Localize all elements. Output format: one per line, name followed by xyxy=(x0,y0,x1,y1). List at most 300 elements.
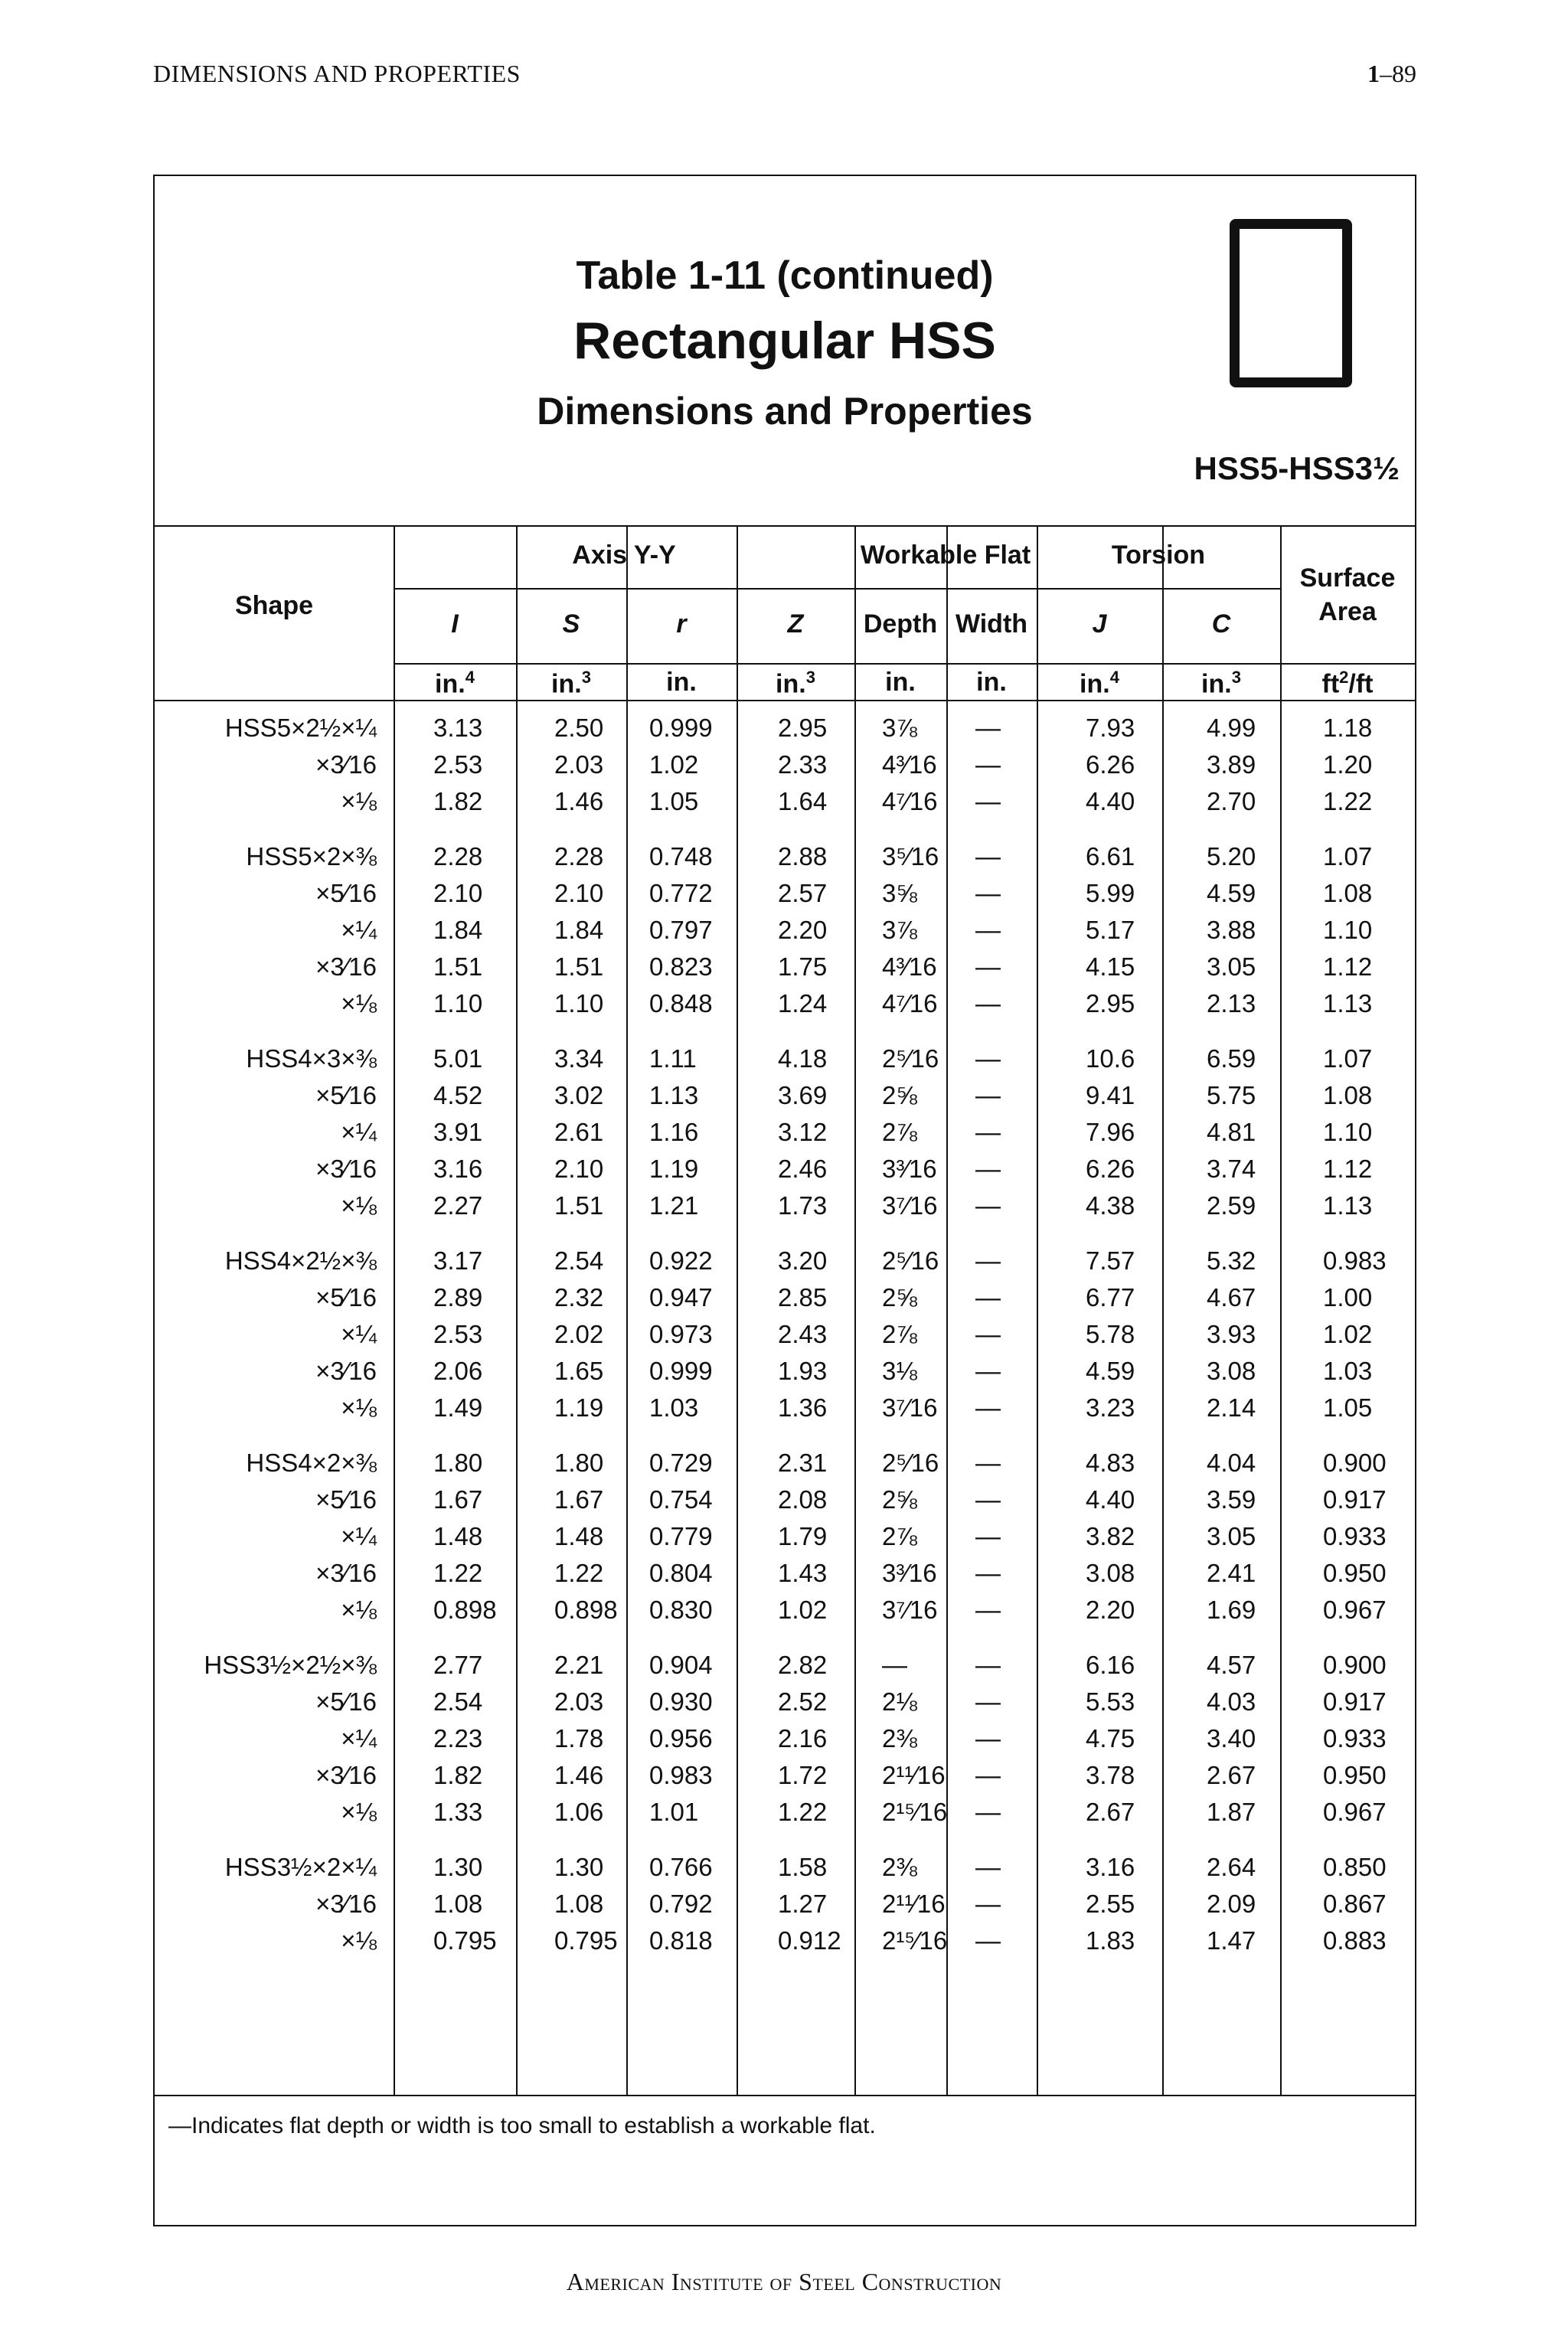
unit-label: in. xyxy=(885,668,916,697)
page-number-chapter: 1 xyxy=(1367,60,1380,87)
table-cell: 2.14 xyxy=(1207,1393,1256,1422)
column-header: Z xyxy=(787,609,804,639)
table-cell: 3.05 xyxy=(1207,952,1256,981)
table-cell: 1.48 xyxy=(554,1522,604,1550)
table-cell: 2.06 xyxy=(433,1357,483,1385)
table-cell: — xyxy=(975,714,1001,742)
table-cell: 0.904 xyxy=(649,1651,713,1679)
table-cell: 0.850 xyxy=(1323,1853,1387,1881)
table-cell: 5.78 xyxy=(1086,1320,1135,1348)
table-cell: 2.28 xyxy=(554,842,604,871)
shape-designation: ×¼ xyxy=(341,1522,377,1550)
table-cell: 1.19 xyxy=(554,1393,604,1422)
table-cell: 1.03 xyxy=(1323,1357,1373,1385)
table-cell: 5.53 xyxy=(1086,1687,1135,1716)
table-cell: 2.50 xyxy=(554,714,604,742)
table-cell: 2.61 xyxy=(554,1118,604,1146)
shape-designation: ×3⁄16 xyxy=(315,750,377,779)
table-cell: 3.05 xyxy=(1207,1522,1256,1550)
table-frame xyxy=(153,175,1416,2226)
table-cell: 0.830 xyxy=(649,1596,713,1624)
shape-designation: ×¼ xyxy=(341,916,377,944)
table-cell: — xyxy=(975,1118,1001,1146)
table-cell: 1.13 xyxy=(649,1081,699,1109)
table-cell: — xyxy=(975,1798,1001,1826)
table-cell: 1.08 xyxy=(1323,1081,1373,1109)
table-cell: 3⅝ xyxy=(882,879,917,907)
table-cell: 0.922 xyxy=(649,1246,713,1275)
table-cell: 1.64 xyxy=(778,787,828,815)
table-cell: 1.07 xyxy=(1323,842,1373,871)
table-cell: 1.87 xyxy=(1207,1798,1256,1826)
table-cell: 10.6 xyxy=(1086,1044,1135,1073)
column-header: I xyxy=(451,609,459,639)
table-cell: 4.04 xyxy=(1207,1449,1256,1477)
table-cell: 2⁵⁄16 xyxy=(882,1449,939,1477)
table-cell: 6.16 xyxy=(1086,1651,1135,1679)
table-cell: 3.16 xyxy=(1086,1853,1135,1881)
table-cell: 2.03 xyxy=(554,1687,604,1716)
table-cell: 0.930 xyxy=(649,1687,713,1716)
table-cell: — xyxy=(975,1485,1001,1514)
table-cell: 0.950 xyxy=(1323,1559,1387,1587)
table-cell: 4.38 xyxy=(1086,1191,1135,1220)
table-cell: 0.792 xyxy=(649,1890,713,1918)
table-cell: 1.51 xyxy=(554,952,604,981)
rectangular-hss-icon xyxy=(1230,219,1352,387)
table-cell: 1.51 xyxy=(554,1191,604,1220)
table-cell: 0.795 xyxy=(554,1926,618,1955)
table-cell: 0.917 xyxy=(1323,1485,1387,1514)
table-cell: — xyxy=(975,750,1001,779)
column-header: C xyxy=(1211,609,1231,639)
table-cell: — xyxy=(975,1853,1001,1881)
table-cell: 1.03 xyxy=(649,1393,699,1422)
table-cell: 1.18 xyxy=(1323,714,1373,742)
table-cell: 3.89 xyxy=(1207,750,1256,779)
table-cell: — xyxy=(975,1283,1001,1312)
table-cell: 1.07 xyxy=(1323,1044,1373,1073)
table-cell: 4⁷⁄16 xyxy=(882,989,938,1018)
table-cell: 2⅞ xyxy=(882,1118,917,1146)
table-cell: 1.10 xyxy=(1323,1118,1373,1146)
table-cell: 6.26 xyxy=(1086,750,1135,779)
table-cell: 1.82 xyxy=(433,787,483,815)
table-cell: 2.21 xyxy=(554,1651,604,1679)
table-cell: 0.933 xyxy=(1323,1724,1387,1753)
table-cell: — xyxy=(975,1651,1001,1679)
unit-label: in. xyxy=(976,668,1007,697)
table-cell: 1.22 xyxy=(778,1798,828,1826)
table-cell: 1.30 xyxy=(433,1853,483,1881)
table-cell: — xyxy=(975,1155,1001,1183)
table-cell: 3.88 xyxy=(1207,916,1256,944)
table-cell: 1.67 xyxy=(554,1485,604,1514)
table-cell: 2.28 xyxy=(433,842,483,871)
table-cell: 2.52 xyxy=(778,1687,828,1716)
table-cell: 2.03 xyxy=(554,750,604,779)
table-cell: 0.912 xyxy=(778,1926,841,1955)
table-cell: 1.80 xyxy=(433,1449,483,1477)
header-torsion: Torsion xyxy=(1111,541,1206,570)
table-cell: 4.52 xyxy=(433,1081,483,1109)
table-cell: 2.10 xyxy=(554,879,604,907)
table-cell: 2.77 xyxy=(433,1651,483,1679)
table-cell: 0.797 xyxy=(649,916,713,944)
table-cell: 2.59 xyxy=(1207,1191,1256,1220)
table-cell: 1.08 xyxy=(554,1890,604,1918)
table-cell: 2.23 xyxy=(433,1724,483,1753)
table-cell: 5.99 xyxy=(1086,879,1135,907)
table-cell: 4.15 xyxy=(1086,952,1135,981)
table-cell: 1.22 xyxy=(554,1559,604,1587)
table-cell: 1.93 xyxy=(778,1357,828,1385)
table-cell: 2.85 xyxy=(778,1283,828,1312)
table-cell: 2.53 xyxy=(433,750,483,779)
table-cell: 2.09 xyxy=(1207,1890,1256,1918)
table-cell: 3⁷⁄16 xyxy=(882,1393,938,1422)
table-cell: — xyxy=(975,1357,1001,1385)
shape-designation: ×⅛ xyxy=(341,1393,377,1422)
shape-designation: HSS5×2×⅜ xyxy=(246,842,377,871)
table-cell: 4.03 xyxy=(1207,1687,1256,1716)
table-cell: 4.59 xyxy=(1207,879,1256,907)
table-cell: 1.22 xyxy=(433,1559,483,1587)
table-cell: 2.43 xyxy=(778,1320,828,1348)
table-cell: — xyxy=(975,842,1001,871)
table-cell: 2⅞ xyxy=(882,1522,917,1550)
running-head-title: DIMENSIONS AND PROPERTIES xyxy=(153,60,521,87)
table-cell: 1.02 xyxy=(649,750,699,779)
table-cell: 2⅝ xyxy=(882,1485,917,1514)
publisher-footer: American Institute of Steel Construction xyxy=(566,2268,1002,2295)
table-cell: 1.49 xyxy=(433,1393,483,1422)
table-cell: 1.69 xyxy=(1207,1596,1256,1624)
table-cell: 1.20 xyxy=(1323,750,1373,779)
table-cell: 3⅛ xyxy=(882,1357,917,1385)
table-cell: 1.02 xyxy=(1323,1320,1373,1348)
table-cell: 0.766 xyxy=(649,1853,713,1881)
table-cell: 2.16 xyxy=(778,1724,828,1753)
table-cell: — xyxy=(975,1761,1001,1789)
shape-designation: HSS5×2½×¼ xyxy=(224,714,377,742)
table-cell: 1.83 xyxy=(1086,1926,1135,1955)
table-cell: 1.16 xyxy=(649,1118,699,1146)
header-area: Area xyxy=(1318,597,1377,626)
torsion-group-rule xyxy=(1037,588,1280,590)
column-header: J xyxy=(1092,609,1107,639)
table-cell: 0.947 xyxy=(649,1283,713,1312)
table-cell: 1.67 xyxy=(433,1485,483,1514)
table-cell: 1.65 xyxy=(554,1357,604,1385)
table-cell: 3⅞ xyxy=(882,714,917,742)
table-cell: 3.02 xyxy=(554,1081,604,1109)
shape-designation: ×5⁄16 xyxy=(315,1081,377,1109)
table-cell: 6.61 xyxy=(1086,842,1135,871)
header-workable-flat: Workable Flat xyxy=(860,541,1031,570)
unit-label: $ft^2/ft$ xyxy=(1321,668,1374,699)
table-cell: 2.82 xyxy=(778,1651,828,1679)
header-surface: Surface xyxy=(1299,564,1396,593)
table-cell: 4.18 xyxy=(778,1044,828,1073)
table-cell: 4.57 xyxy=(1207,1651,1256,1679)
table-cell: 4.67 xyxy=(1207,1283,1256,1312)
shape-designation: ×5⁄16 xyxy=(315,1283,377,1312)
table-cell: 5.17 xyxy=(1086,916,1135,944)
table-cell: 2⅝ xyxy=(882,1081,917,1109)
flat-group-rule xyxy=(854,588,1037,590)
table-cell: 2.20 xyxy=(1086,1596,1135,1624)
column-header: S xyxy=(562,609,580,639)
shape-designation: ×3⁄16 xyxy=(315,1155,377,1183)
table-cell: 3³⁄16 xyxy=(882,1559,937,1587)
table-cell: 1.48 xyxy=(433,1522,483,1550)
table-cell: 1.80 xyxy=(554,1449,604,1477)
table-cell: 4.40 xyxy=(1086,787,1135,815)
table-cell: 2.33 xyxy=(778,750,828,779)
table-cell: 0.999 xyxy=(649,1357,713,1385)
table-cell: 0.867 xyxy=(1323,1890,1387,1918)
table-cell: 3.91 xyxy=(433,1118,483,1146)
table-cell: — xyxy=(975,1044,1001,1073)
table-cell: 1.22 xyxy=(1323,787,1373,815)
table-cell: 2.41 xyxy=(1207,1559,1256,1587)
table-cell: 2.54 xyxy=(554,1246,604,1275)
table-cell: 4⁷⁄16 xyxy=(882,787,938,815)
table-cell: 5.75 xyxy=(1207,1081,1256,1109)
table-cell: — xyxy=(975,1449,1001,1477)
table-cell: 3.20 xyxy=(778,1246,828,1275)
table-cell: 0.983 xyxy=(649,1761,713,1789)
table-cell: 0.898 xyxy=(554,1596,618,1624)
unit-label: in.$^3$ xyxy=(1201,668,1241,699)
table-cell: — xyxy=(882,1651,907,1679)
table-cell: 1.12 xyxy=(1323,1155,1373,1183)
table-cell: 1.46 xyxy=(554,1761,604,1789)
table-cell: 1.43 xyxy=(778,1559,828,1587)
table-cell: — xyxy=(975,916,1001,944)
table-cell: 3.74 xyxy=(1207,1155,1256,1183)
table-cell: 1.13 xyxy=(1323,989,1373,1018)
table-cell: 0.823 xyxy=(649,952,713,981)
table-cell: 3.34 xyxy=(554,1044,604,1073)
table-cell: 5.01 xyxy=(433,1044,483,1073)
table-cell: 0.729 xyxy=(649,1449,713,1477)
table-title: Rectangular HSS xyxy=(573,312,996,370)
table-cell: 1.72 xyxy=(778,1761,828,1789)
table-cell: 0.967 xyxy=(1323,1798,1387,1826)
table-cell: 1.73 xyxy=(778,1191,828,1220)
table-cell: 3.40 xyxy=(1207,1724,1256,1753)
column-header: Depth xyxy=(863,609,938,639)
table-subtitle: Dimensions and Properties xyxy=(537,390,1033,433)
table-cell: 3.78 xyxy=(1086,1761,1135,1789)
table-cell: 6.77 xyxy=(1086,1283,1135,1312)
table-cell: 4.99 xyxy=(1207,714,1256,742)
column-divider xyxy=(854,525,856,2095)
table-cell: 2.08 xyxy=(778,1485,828,1514)
table-cell: 2.53 xyxy=(433,1320,483,1348)
table-cell: 0.950 xyxy=(1323,1761,1387,1789)
shape-designation: ×⅛ xyxy=(341,1191,377,1220)
page-number xyxy=(1367,60,1416,88)
column-header: Width xyxy=(955,609,1028,639)
table-cell: 1.75 xyxy=(778,952,828,981)
shape-designation: ×3⁄16 xyxy=(315,952,377,981)
table-cell: 4.75 xyxy=(1086,1724,1135,1753)
table-cell: 1.21 xyxy=(649,1191,699,1220)
table-cell: 1.13 xyxy=(1323,1191,1373,1220)
table-cell: 0.772 xyxy=(649,879,713,907)
footnote-area xyxy=(155,2095,1415,2226)
shape-designation: ×3⁄16 xyxy=(315,1761,377,1789)
table-cell: 2.70 xyxy=(1207,787,1256,815)
table-cell: 2.64 xyxy=(1207,1853,1256,1881)
table-cell: 0.795 xyxy=(433,1926,497,1955)
shape-designation: HSS3½×2½×⅜ xyxy=(204,1651,377,1679)
table-cell: 1.10 xyxy=(1323,916,1373,944)
table-cell: 0.917 xyxy=(1323,1687,1387,1716)
table-cell: 2.67 xyxy=(1207,1761,1256,1789)
table-cell: 1.46 xyxy=(554,787,604,815)
table-cell: 2¹⁵⁄16 xyxy=(882,1926,948,1955)
table-cell: 1.12 xyxy=(1323,952,1373,981)
shape-designation: ×⅛ xyxy=(341,1596,377,1624)
table-cell: — xyxy=(975,1081,1001,1109)
table-cell: 3.82 xyxy=(1086,1522,1135,1550)
table-cell: 3.17 xyxy=(433,1246,483,1275)
table-cell: 2¹¹⁄16 xyxy=(882,1890,946,1918)
table-cell: 2.32 xyxy=(554,1283,604,1312)
shape-designation: ×⅛ xyxy=(341,787,377,815)
table-cell: — xyxy=(975,1596,1001,1624)
table-cell: 2.31 xyxy=(778,1449,828,1477)
table-cell: 1.19 xyxy=(649,1155,699,1183)
table-cell: 1.01 xyxy=(649,1798,699,1826)
unit-label: in. xyxy=(666,668,697,697)
table-cell: 2.95 xyxy=(1086,989,1135,1018)
table-cell: 2.54 xyxy=(433,1687,483,1716)
table-cell: 0.956 xyxy=(649,1724,713,1753)
table-cell: 0.967 xyxy=(1323,1596,1387,1624)
shape-designation: HSS4×3×⅜ xyxy=(246,1044,377,1073)
table-cell: 4.83 xyxy=(1086,1449,1135,1477)
shape-designation: ×⅛ xyxy=(341,1926,377,1955)
table-cell: 2⅜ xyxy=(882,1853,917,1881)
table-cell: 2.10 xyxy=(554,1155,604,1183)
table-cell: 2.10 xyxy=(433,879,483,907)
table-cell: — xyxy=(975,1926,1001,1955)
table-cell: 0.779 xyxy=(649,1522,713,1550)
page-number-page: –89 xyxy=(1380,60,1416,87)
table-cell: 4.81 xyxy=(1207,1118,1256,1146)
table-cell: 7.96 xyxy=(1086,1118,1135,1146)
table-cell: 0.973 xyxy=(649,1320,713,1348)
table-cell: 1.11 xyxy=(649,1044,697,1073)
footnote: —Indicates flat depth or width is too small to establish a workable flat. xyxy=(168,2113,876,2138)
column-divider xyxy=(626,525,628,2095)
table-cell: 1.30 xyxy=(554,1853,604,1881)
table-cell: 3.16 xyxy=(433,1155,483,1183)
table-cell: 2⁵⁄16 xyxy=(882,1246,939,1275)
column-divider xyxy=(946,525,948,2095)
table-cell: 3⁷⁄16 xyxy=(882,1191,938,1220)
unit-label: in.$^3$ xyxy=(551,668,591,699)
table-cell: 1.58 xyxy=(778,1853,828,1881)
table-cell: 0.900 xyxy=(1323,1449,1387,1477)
table-cell: — xyxy=(975,1320,1001,1348)
table-cell: 2⅞ xyxy=(882,1320,917,1348)
shape-designation: ×¼ xyxy=(341,1118,377,1146)
table-cell: — xyxy=(975,952,1001,981)
column-divider xyxy=(1162,525,1164,2095)
table-cell: 2.13 xyxy=(1207,989,1256,1018)
table-cell: 0.983 xyxy=(1323,1246,1387,1275)
table-cell: 5.32 xyxy=(1207,1246,1256,1275)
table-cell: — xyxy=(975,1559,1001,1587)
unit-label: in.$^3$ xyxy=(776,668,815,699)
shape-designation: ×3⁄16 xyxy=(315,1559,377,1587)
shape-designation: ×⅛ xyxy=(341,989,377,1018)
table-cell: 2.46 xyxy=(778,1155,828,1183)
table-cell: 0.933 xyxy=(1323,1522,1387,1550)
table-cell: 1.84 xyxy=(554,916,604,944)
title-block xyxy=(155,176,1415,527)
table-cell: 2¹¹⁄16 xyxy=(882,1761,946,1789)
header-axis-yy: Axis Y-Y xyxy=(572,541,676,570)
table-cell: 4³⁄16 xyxy=(882,750,937,779)
table-cell: 1.02 xyxy=(778,1596,828,1624)
table-cell: 1.24 xyxy=(778,989,828,1018)
table-cell: 1.05 xyxy=(1323,1393,1373,1422)
properties-table xyxy=(155,525,1415,2095)
table-cell: 0.900 xyxy=(1323,1651,1387,1679)
column-divider xyxy=(1037,525,1038,2095)
table-cell: 6.59 xyxy=(1207,1044,1256,1073)
table-cell: 2.89 xyxy=(433,1283,483,1312)
table-cell: 1.47 xyxy=(1207,1926,1256,1955)
table-cell: 7.93 xyxy=(1086,714,1135,742)
shape-designation: ×5⁄16 xyxy=(315,879,377,907)
table-cell: 0.754 xyxy=(649,1485,713,1514)
table-cell: — xyxy=(975,1724,1001,1753)
table-cell: 2.88 xyxy=(778,842,828,871)
table-cell: 2⅜ xyxy=(882,1724,917,1753)
table-cell: 3.93 xyxy=(1207,1320,1256,1348)
shape-designation: HSS4×2½×⅜ xyxy=(224,1246,377,1275)
unit-label: in.$^4$ xyxy=(1080,668,1119,699)
table-cell: 2¹⁵⁄16 xyxy=(882,1798,948,1826)
shape-designation: ×3⁄16 xyxy=(315,1357,377,1385)
column-header: r xyxy=(676,609,687,639)
table-cell: — xyxy=(975,1393,1001,1422)
table-cell: 2.95 xyxy=(778,714,828,742)
table-cell: 4.59 xyxy=(1086,1357,1135,1385)
table-cell: 3⁵⁄16 xyxy=(882,842,939,871)
table-cell: — xyxy=(975,989,1001,1018)
table-cell: 1.05 xyxy=(649,787,699,815)
shape-designation: ×5⁄16 xyxy=(315,1687,377,1716)
table-cell: 3.12 xyxy=(778,1118,828,1146)
shape-designation: ×¼ xyxy=(341,1724,377,1753)
header-shape: Shape xyxy=(234,591,314,620)
unit-label: in.$^4$ xyxy=(435,668,475,699)
table-cell: 2.57 xyxy=(778,879,828,907)
table-cell: 1.78 xyxy=(554,1724,604,1753)
table-cell: 4³⁄16 xyxy=(882,952,937,981)
table-cell: 1.36 xyxy=(778,1393,828,1422)
table-cell: 1.82 xyxy=(433,1761,483,1789)
